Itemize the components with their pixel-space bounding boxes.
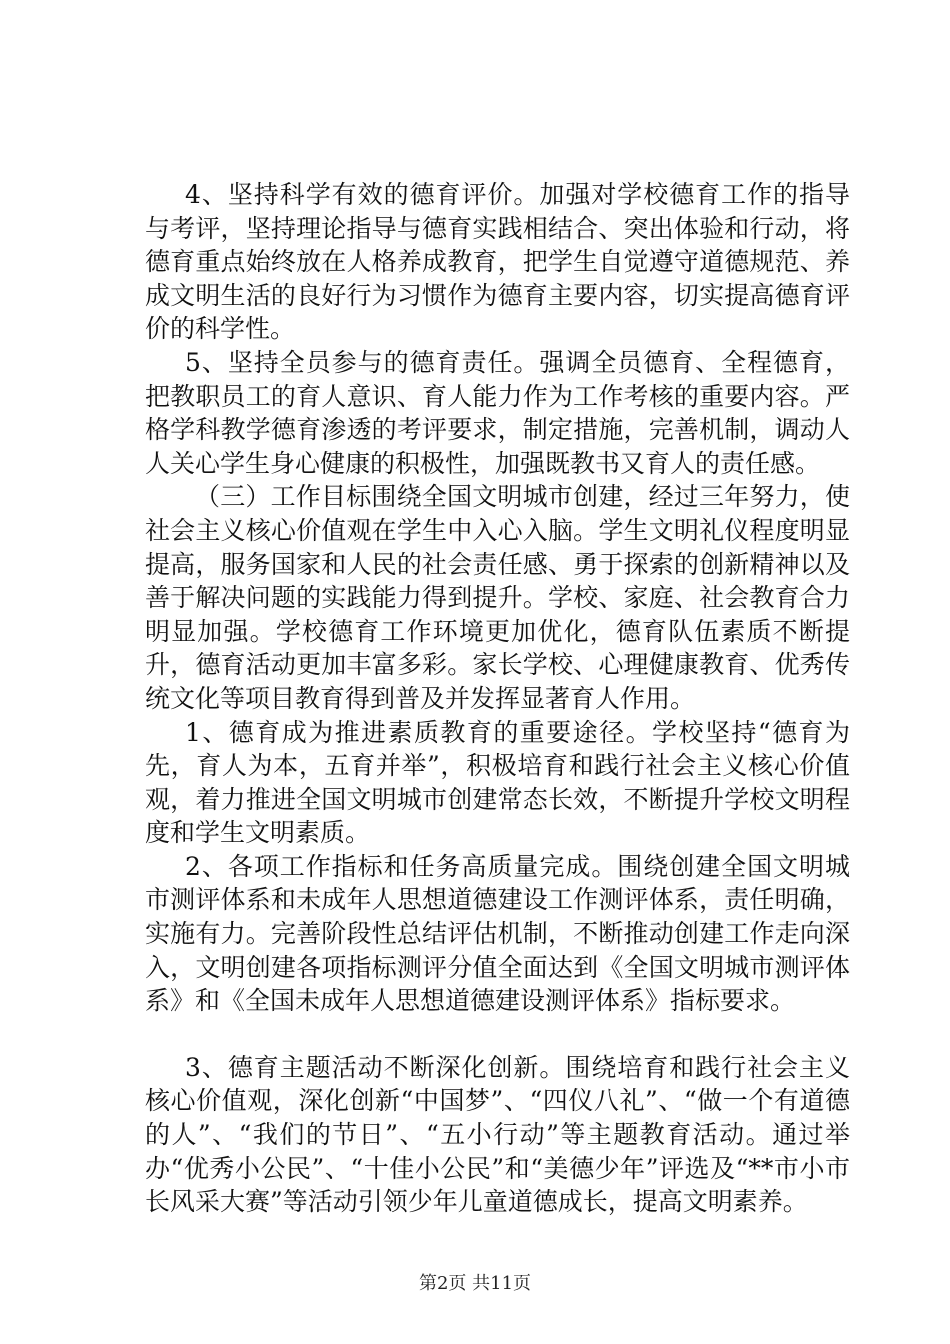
page-number-footer: 第2页 共11页 bbox=[418, 1273, 532, 1294]
paragraph-moral-evaluation: 4、坚持科学有效的德育评价。加强对学校德育工作的指导与考评，坚持理论指导与德育实践相结合、突出体验和行动，将德育重点始终放在人格养成教育，把学生自觉遵守道德规范、养成文明生活的良好行为习惯作为德育主要内容，切实提高德育评价的科学性。 bbox=[145, 180, 850, 344]
paragraph-spacer bbox=[145, 1018, 850, 1051]
paragraph-work-indicators: 2、各项工作指标和任务高质量完成。围绕创建全国文明城市测评体系和未成年人思想道德建设工作测评体系，责任明确，实施有力。完善阶段性总结评估机制，不断推动创建工作走向深入，文明创建各项指标测评分值全面达到《全国文明城市测评体系》和《全国未成年人思想道德建设测评体系》指标要求。 bbox=[145, 851, 850, 1016]
paragraph-quality-education: 1、德育成为推进素质教育的重要途径。学校坚持“德育为先，育人为本，五育并举”，积极培育和践行社会主义核心价值观，着力推进全国文明城市创建常态长效，不断提升学校文明程度和学生文明素质。 bbox=[145, 717, 850, 848]
paragraph-theme-activities: 3、德育主题活动不断深化创新。围绕培育和践行社会主义核心价值观，深化创新“中国梦”、“四仪八礼”、“做一个有道德的人”、“我们的节日”、“五小行动”等主题教育活动。通过举办“优秀小公民”、“十佳小公民”和“美德少年”评选及“**市小市长风采大赛”等活动引领少年儿童道德成长，提高文明素养。 bbox=[145, 1052, 850, 1217]
document-body bbox=[145, 178, 850, 1219]
paragraph-moral-responsibility: 5、坚持全员参与的德育责任。强调全员德育、全程德育，把教职员工的育人意识、育人能力作为工作考核的重要内容。严格学科教学德育渗透的考评要求，制定措施，完善机制，调动人人关心学生身心健康的积极性，加强既教书又育人的责任感。 bbox=[145, 347, 850, 478]
paragraph-work-goals: （三）工作目标围绕全国文明城市创建，经过三年努力，使社会主义核心价值观在学生中入心入脑。学生文明礼仪程度明显提高，服务国家和人民的社会责任感、勇于探索的创新精神以及善于解决问题的实践能力得到提升。学校、家庭、社会教育合力明显加强。学校德育工作环境更加优化，德育队伍素质不断提升，德育活动更加丰富多彩。家长学校、心理健康教育、优秀传统文化等项目教育得到普及并发挥显著育人作用。 bbox=[145, 482, 850, 713]
